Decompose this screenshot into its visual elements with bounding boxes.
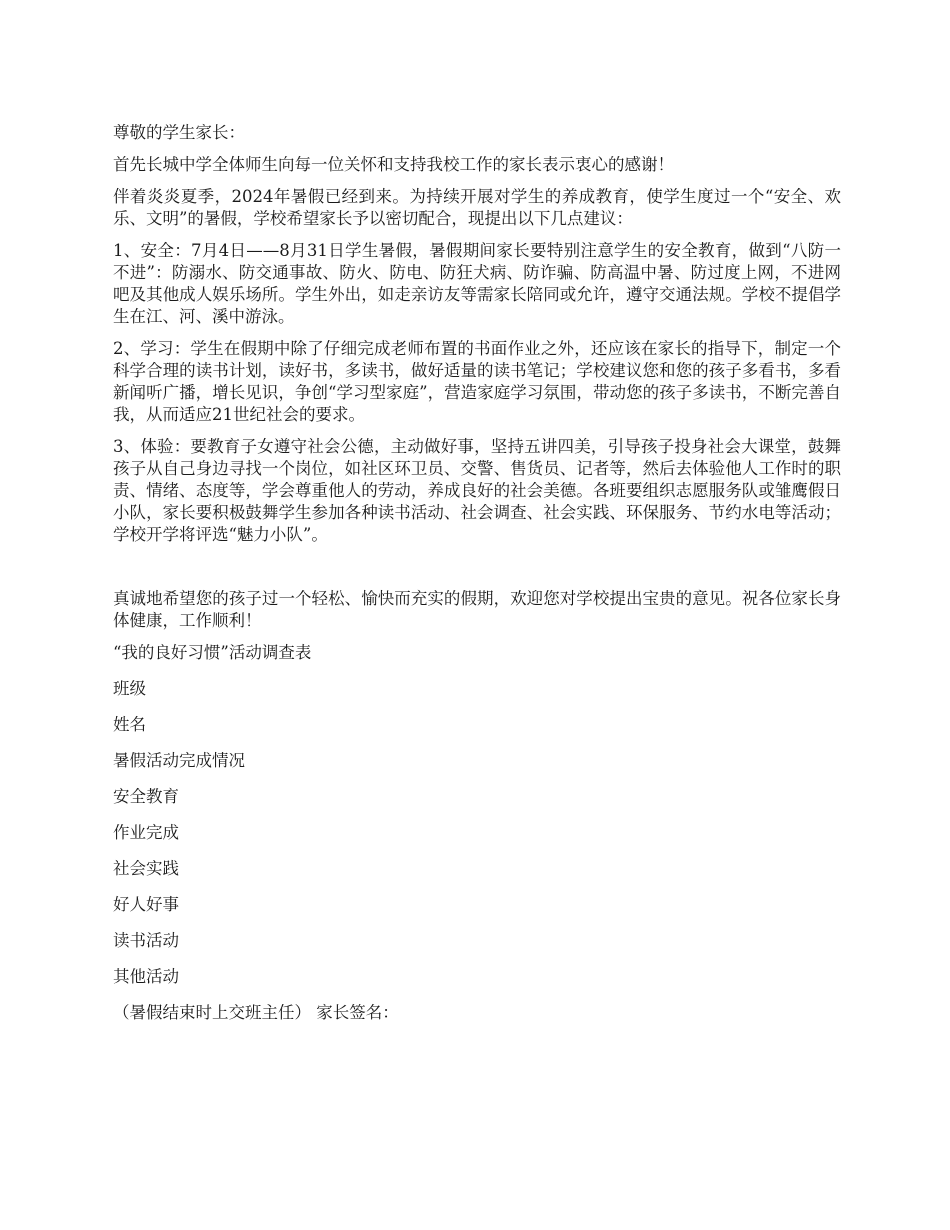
survey-item-class: 班级 xyxy=(113,679,146,698)
section-spacer xyxy=(113,556,841,588)
salutation: 尊敬的学生家长： xyxy=(113,123,245,142)
closing-paragraph: 真诚地希望您的孩子过一个轻松、愉快而充实的假期，欢迎您对学校提出宝贵的意见。祝各位家长身体健康，工作顺利！ xyxy=(113,589,841,630)
intro-paragraph: 伴着炎炎夏季，2024年暑假已经到来。为持续开展对学生的养成教育，使学生度过一个“安全、欢乐、文明”的暑假，学校希望家长予以密切配合，现提出以下几点建议： xyxy=(113,187,841,228)
thanks-paragraph: 首先长城中学全体师生向每一位关怀和支持我校工作的家长表示衷心的感谢！ xyxy=(113,155,674,174)
survey-item-social-practice: 社会实践 xyxy=(113,859,179,878)
survey-item-other: 其他活动 xyxy=(113,967,179,986)
survey-item-good-deeds: 好人好事 xyxy=(113,895,179,914)
survey-title: “我的良好习惯”活动调查表 xyxy=(113,643,312,662)
survey-item-name: 姓名 xyxy=(113,715,146,734)
study-paragraph: 2、学习：学生在假期中除了仔细完成老师布置的书面作业之外，还应该在家长的指导下，制定一个科学合理的读书计划，读好书，多读书，做好适量的读书笔记；学校建议您和您的孩子多看书，多看新闻听广播，增长见识，争创“学习型家庭”，营造家庭学习氛围，带动您的孩子多读书，不断完善自我，从而适应21世纪社会的要求。 xyxy=(113,339,841,424)
survey-item-reading: 读书活动 xyxy=(113,931,179,950)
survey-item-homework: 作业完成 xyxy=(113,823,179,842)
survey-item-safety: 安全教育 xyxy=(113,787,179,806)
survey-list xyxy=(113,678,841,1002)
experience-paragraph: 3、体验：要教育子女遵守社会公德，主动做好事，坚持五讲四美，引导孩子投身社会大课堂，鼓舞孩子从自己身边寻找一个岗位，如社区环卫员、交警、售货员、记者等，然后去体验他人工作时的职责、情绪、态度等，学会尊重他人的劳动，养成良好的社会美德。各班要组织志愿服务队或雏鹰假日小队，家长要积极鼓舞学生参加各种读书活动、社会调查、社会实践、环保服务、节约水电等活动；学校开学将评选“魅力小队”。 xyxy=(113,437,841,544)
safety-paragraph: 1、安全：7月4日——8月31日学生暑假，暑假期间家长要特别注意学生的安全教育，做到“八防一不进”：防溺水、防交通事故、防火、防电、防狂犬病、防诈骗、防高温中暑、防过度上网，不进网吧及其他成人娱乐场所。学生外出，如走亲访友等需家长陪同或允许，遵守交通法规。学校不提倡学生在江、河、溪中游泳。 xyxy=(113,241,841,326)
document-page xyxy=(113,122,841,1038)
survey-item-completion: 暑假活动完成情况 xyxy=(113,751,245,770)
survey-footer: （暑假结束时上交班主任） 家长签名： xyxy=(113,1003,399,1022)
